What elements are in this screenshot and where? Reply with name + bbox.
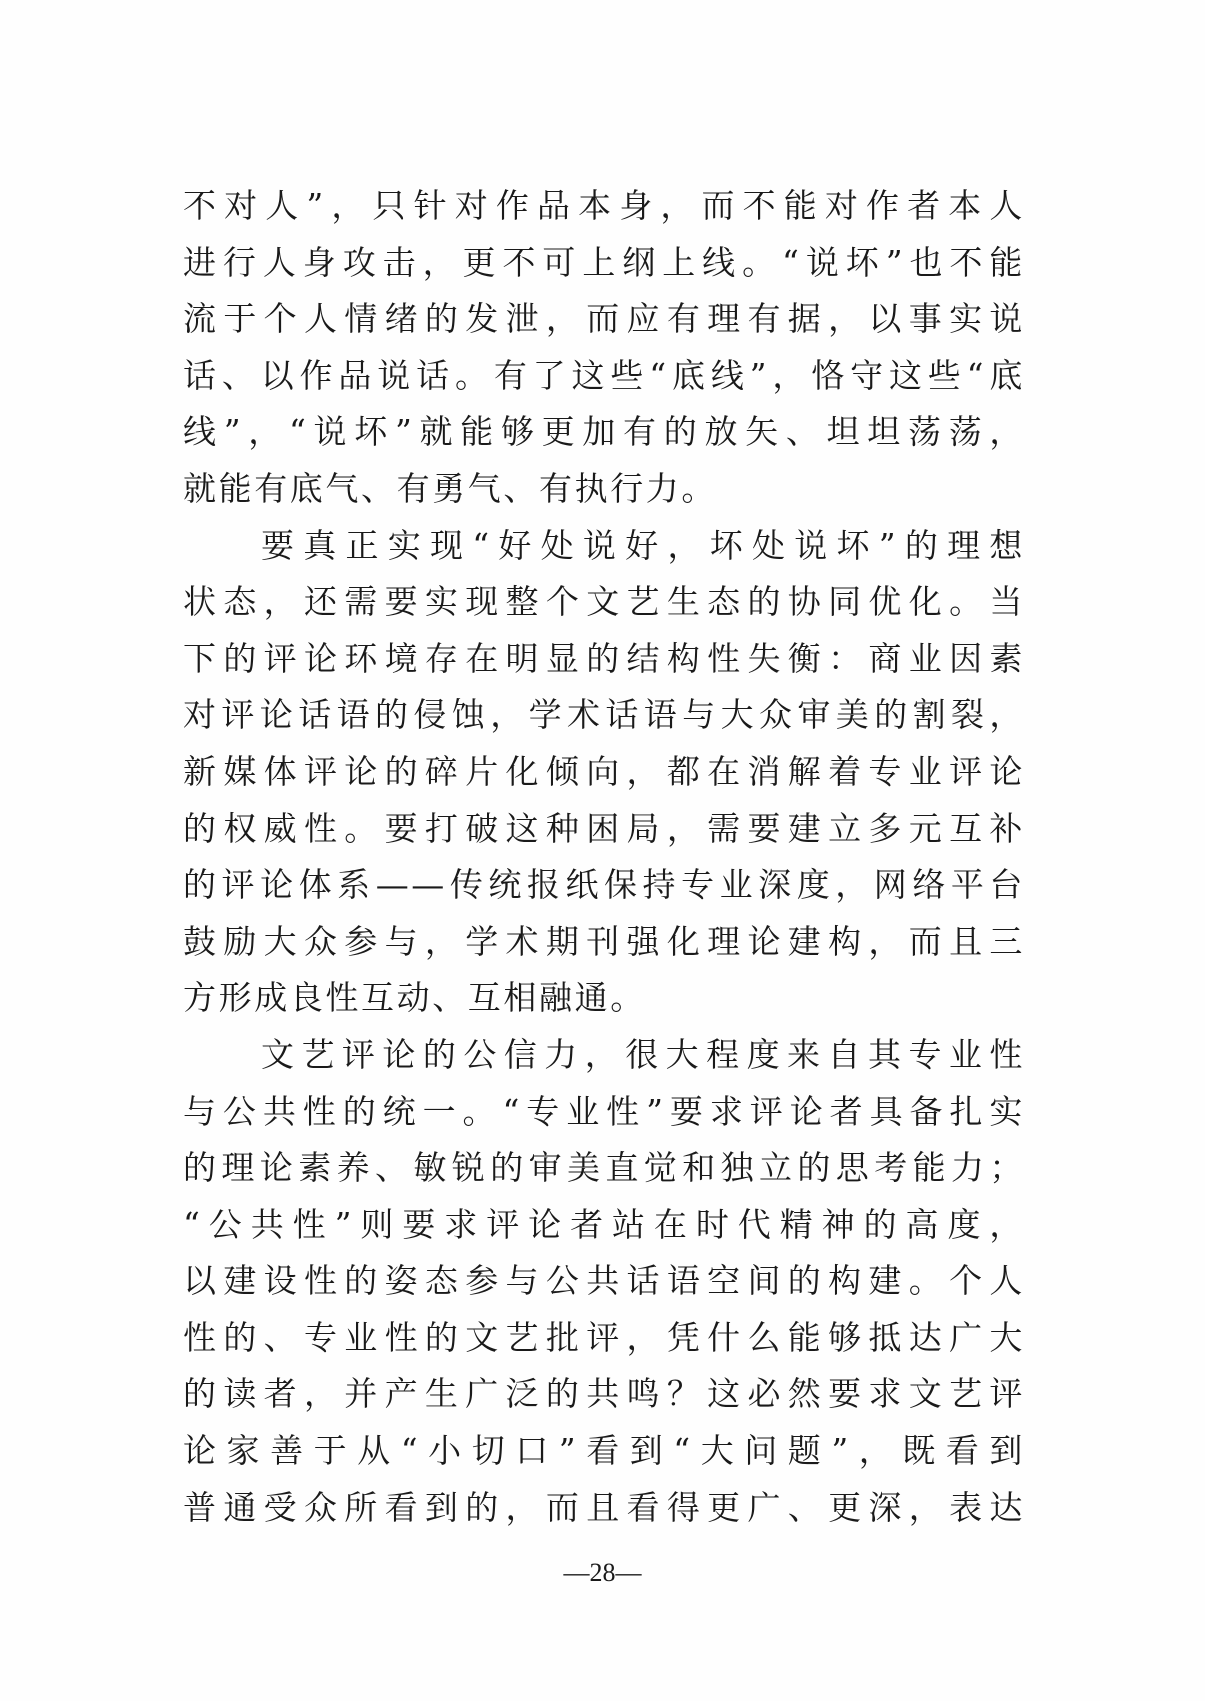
text-line: 性的、专业性的文艺批评，凭什么能够抵达广大 bbox=[183, 1317, 1025, 1357]
text-line: 要真正实现“好处说好，坏处说坏”的理想 bbox=[261, 525, 1025, 565]
text-line: 的读者，并产生广泛的共鸣？这必然要求文艺评 bbox=[183, 1374, 1025, 1414]
text-line: 就能有底气、有勇气、有执行力。 bbox=[183, 468, 717, 508]
text-line: 的理论素养、敏锐的审美直觉和独立的思考能力； bbox=[183, 1148, 1025, 1188]
text-line: 进行人身攻击，更不可上纲上线。“说坏”也不能 bbox=[183, 242, 1025, 282]
text-line: 线”，“说坏”就能够更加有的放矢、坦坦荡荡， bbox=[183, 412, 1025, 452]
text-line: 普通受众所看到的，而且看得更广、更深，表达 bbox=[183, 1487, 1025, 1527]
text-line: 新媒体评论的碎片化倾向，都在消解着专业评论 bbox=[183, 751, 1025, 791]
text-line: 的权威性。要打破这种困局，需要建立多元互补 bbox=[183, 808, 1025, 848]
text-line: “公共性”则要求评论者站在时代精神的高度， bbox=[183, 1204, 1025, 1244]
text-line: 鼓励大众参与，学术期刊强化理论建构，而且三 bbox=[183, 921, 1025, 961]
text-line: 对评论话语的侵蚀，学术话语与大众审美的割裂， bbox=[183, 695, 1025, 735]
text-line: 文艺评论的公信力，很大程度来自其专业性 bbox=[261, 1034, 1025, 1074]
text-line: 以建设性的姿态参与公共话语空间的构建。个人 bbox=[183, 1261, 1025, 1301]
text-line: 与公共性的统一。“专业性”要求评论者具备扎实 bbox=[183, 1091, 1025, 1131]
page-number: —28— bbox=[563, 1558, 642, 1587]
text-line: 论家善于从“小切口”看到“大问题”，既看到 bbox=[183, 1431, 1025, 1471]
text-line: 的评论体系——传统报纸保持专业深度，网络平台 bbox=[183, 865, 1025, 905]
text-line: 状态，还需要实现整个文艺生态的协同优化。当 bbox=[183, 582, 1025, 622]
body-text bbox=[183, 178, 1025, 1536]
text-line: 话、以作品说话。有了这些“底线”，恪守这些“底 bbox=[183, 355, 1025, 395]
text-line: 方形成良性互动、互相融通。 bbox=[183, 978, 646, 1018]
text-line: 下的评论环境存在明显的结构性失衡：商业因素 bbox=[183, 638, 1025, 678]
text-line: 不对人”，只针对作品本身，而不能对作者本人 bbox=[183, 186, 1025, 225]
text-line: 流于个人情绪的发泄，而应有理有据，以事实说 bbox=[183, 299, 1025, 339]
